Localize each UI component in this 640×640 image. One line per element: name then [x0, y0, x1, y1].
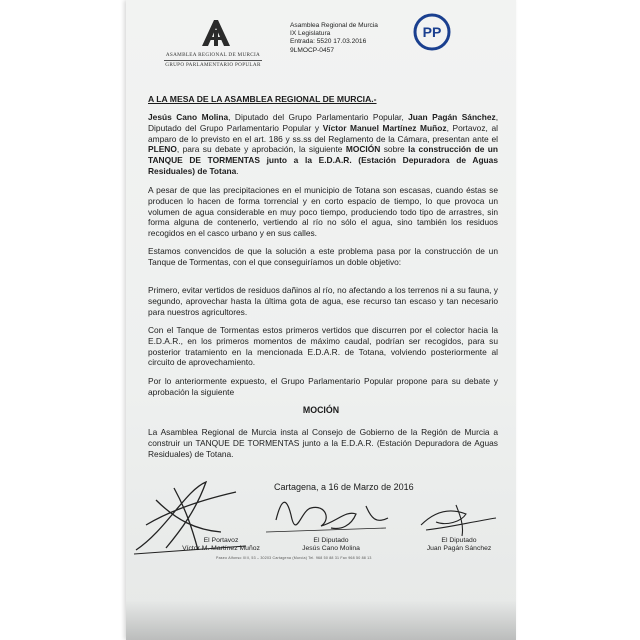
logo-line-2: GRUPO PARLAMENTARIO POPULAR [165, 62, 261, 68]
addressee-heading: A LA MESA DE LA ASAMBLEA REGIONAL DE MURCIA.- [148, 94, 377, 104]
signature-role-2: El Diputado [313, 537, 349, 544]
document-page [126, 0, 516, 640]
signature-role-3: El Diputado [441, 537, 477, 544]
intro-text-5: sobre [380, 144, 409, 155]
intro-text-6: . [236, 165, 239, 176]
intro-text-3: , Portavoz, al amparo de lo previsto en el art. 186 y ss.ss del Reglamento de la Cámara, presentan ante el [148, 122, 498, 144]
registry-stamp [290, 22, 378, 55]
signing-date: Cartagena, a 16 de Marzo de 2016 [274, 482, 414, 492]
logo-line-1: ASAMBLEA REGIONAL DE MURCIA [165, 52, 261, 58]
signature-role-1: El Portavoz [203, 537, 239, 544]
page-shadow [126, 600, 516, 640]
paragraph-objectives: Primero, evitar vertidos de residuos dañinos al río, no afectando a los terrenos ni a su fauna, y segundo, aprovechar hasta la última gota de agua, ese recurso tan escaso y tan necesario para nuestros agricultores. [148, 285, 498, 317]
intro-text-1: , Diputado del Grupo Parlamentario Popular, [228, 112, 409, 122]
intro-paragraph [148, 112, 498, 177]
signature-deputy-2 [404, 537, 514, 554]
registry-line-4: 9LMOCP-0457 [290, 46, 334, 54]
mocion-word: MOCIÓN [345, 144, 381, 155]
signatures-area [126, 470, 516, 600]
signature-deputy-1 [271, 537, 391, 554]
paragraph-proposal: Por lo anteriormente expuesto, el Grupo Parlamentario Popular propone para su debate y aprobación la siguiente [148, 376, 498, 397]
signature-name-1: Víctor M. Martínez Muñoz [182, 545, 260, 553]
intro-text-2: , Diputado del Grupo Parlamentario Popular y [148, 112, 499, 133]
paragraph-storm-tank: Con el Tanque de Tormentas estos primeros vertidos que discurren por el colector hacia la E.D.A.R., en los primeros momentos de máximo caudal, podrían ser recogidos, para su posterior tratamiento en la mencionada E.D.A.R. de Totana, volviendo posteriormente al circuito de aprovechamiento. [148, 325, 498, 368]
signature-name-2: Jesús Cano Molina [302, 545, 360, 553]
party-logo-text: PP [422, 24, 442, 40]
paragraph-solution: Estamos convencidos de que la solución a este problema pasa por la construcción de un Tanque de Tormentas, con el que conseguiríamos un doble objetivo: [148, 246, 498, 267]
deputy-name-2: Juan Pagán Sánchez [408, 112, 496, 122]
footer-address: Paseo Alfonso XIII, 53 – 30203 Cartagena (Murcia) Tel. 968 50 88 31 Fax 968 50 88 13 [216, 556, 372, 560]
signature-name-3: Juan Pagán Sánchez [426, 545, 492, 553]
registry-line-2: IX Legislatura [290, 30, 331, 38]
deputy-name-1: Jesús Cano Molina [148, 112, 229, 122]
motion-subject: la construcción de un TANQUE DE TORMENTAS junto a la E.D.A.R. (Estación Depuradora de Aguas Residuales) de Totana [148, 144, 499, 176]
motion-text: La Asamblea Regional de Murcia insta al Consejo de Gobierno de la Región de Murcia a construir un TANQUE DE TORMENTAS junto a la E.D.A.R. (Estación Depuradora de Aguas Residuales) de Totana. [148, 427, 498, 459]
signature-spokesman [156, 537, 286, 554]
intro-text-4: , para su debate y aprobación, la siguiente [176, 144, 346, 155]
spokesman-name: Víctor Manuel Martínez Muñoz [322, 122, 447, 133]
registry-line-1: Asamblea Regional de Murcia [290, 22, 378, 29]
assembly-logo-text [158, 52, 268, 69]
registry-line-3: Entrada: 5520 17.03.2016 [290, 38, 367, 46]
paragraph-precipitation: A pesar de que las precipitaciones en el municipio de Totana son escasas, cuando éstas se producen lo hacen de forma torrencial y en corto espacio de tiempo, lo que provoca un volumen de agua considerable en muy poco tiempo, produciendo todo tipo de arrastres, sin forma alguna de contenerlo, vertiendo al río no sólo el agua, sino también los residuos recogidos en el casco urbano y en sus calles. [148, 185, 498, 239]
assembly-logo-icon [196, 18, 236, 48]
pleno-word: PLENO [148, 144, 177, 155]
motion-title: MOCIÓN [302, 405, 340, 415]
party-logo-icon [412, 12, 452, 52]
